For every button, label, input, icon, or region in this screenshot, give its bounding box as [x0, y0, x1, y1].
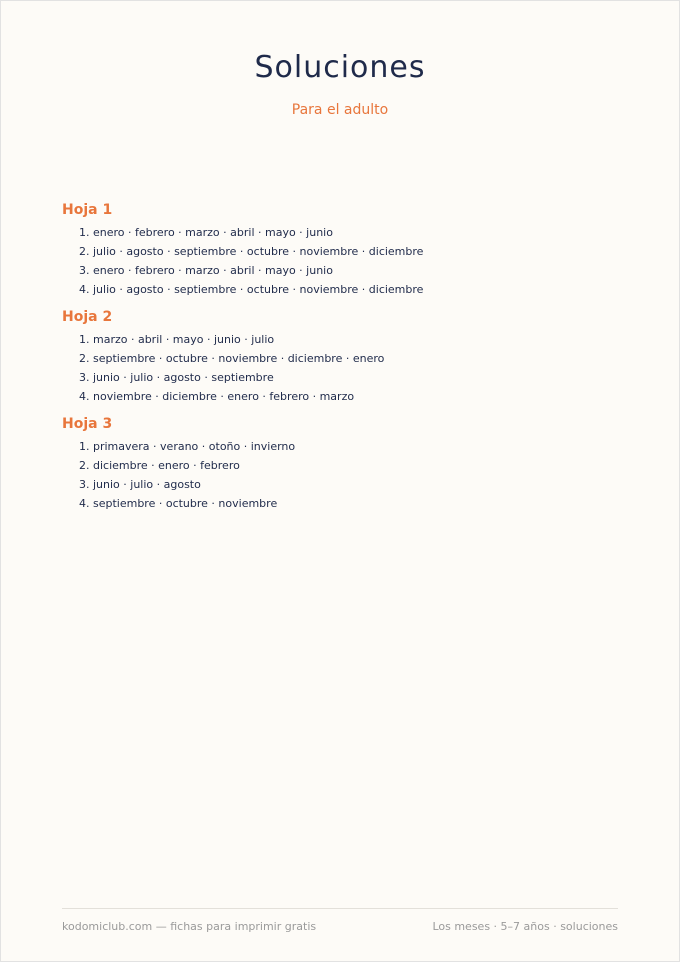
answer-item: 2. septiembre · octubre · noviembre · diciembre · enero: [79, 352, 385, 365]
page-subtitle: Para el adulto: [291, 102, 389, 118]
answer-item: 1. marzo · abril · mayo · junio · julio: [79, 333, 275, 346]
solutions-content: [62, 200, 622, 521]
footer-site-text: kodomiclub.com — fichas para imprimir gratis: [62, 920, 317, 933]
footer-divider: [62, 908, 618, 909]
answer-item: 4. septiembre · octubre · noviembre: [79, 497, 278, 510]
answer-item: 2. julio · agosto · septiembre · octubre · noviembre · diciembre: [79, 245, 424, 258]
answer-item: 1. enero · febrero · marzo · abril · mayo · junio: [79, 226, 333, 239]
answer-item: 4. noviembre · diciembre · enero · febrero · marzo: [79, 390, 355, 403]
answer-item: 2. diciembre · enero · febrero: [79, 459, 240, 472]
section-title: Hoja 1: [62, 202, 113, 218]
answer-item: 1. primavera · verano · otoño · invierno: [79, 440, 296, 453]
section-hoja-2: [62, 307, 622, 406]
answer-list: [62, 437, 622, 513]
section-title: Hoja 3: [62, 416, 113, 432]
section-hoja-1: [62, 200, 622, 299]
answer-item: 4. julio · agosto · septiembre · octubre · noviembre · diciembre: [79, 283, 424, 296]
page-title: Soluciones: [254, 50, 426, 85]
footer-topic-text: Los meses · 5–7 años · soluciones: [432, 920, 618, 933]
section-title: Hoja 2: [62, 309, 113, 325]
answer-item: 3. enero · febrero · marzo · abril · mayo · junio: [79, 264, 333, 277]
answer-item: 3. junio · julio · agosto: [79, 478, 201, 491]
section-hoja-3: [62, 414, 622, 513]
answer-item: 3. junio · julio · agosto · septiembre: [79, 371, 274, 384]
answer-list: [62, 223, 622, 299]
answer-list: [62, 330, 622, 406]
